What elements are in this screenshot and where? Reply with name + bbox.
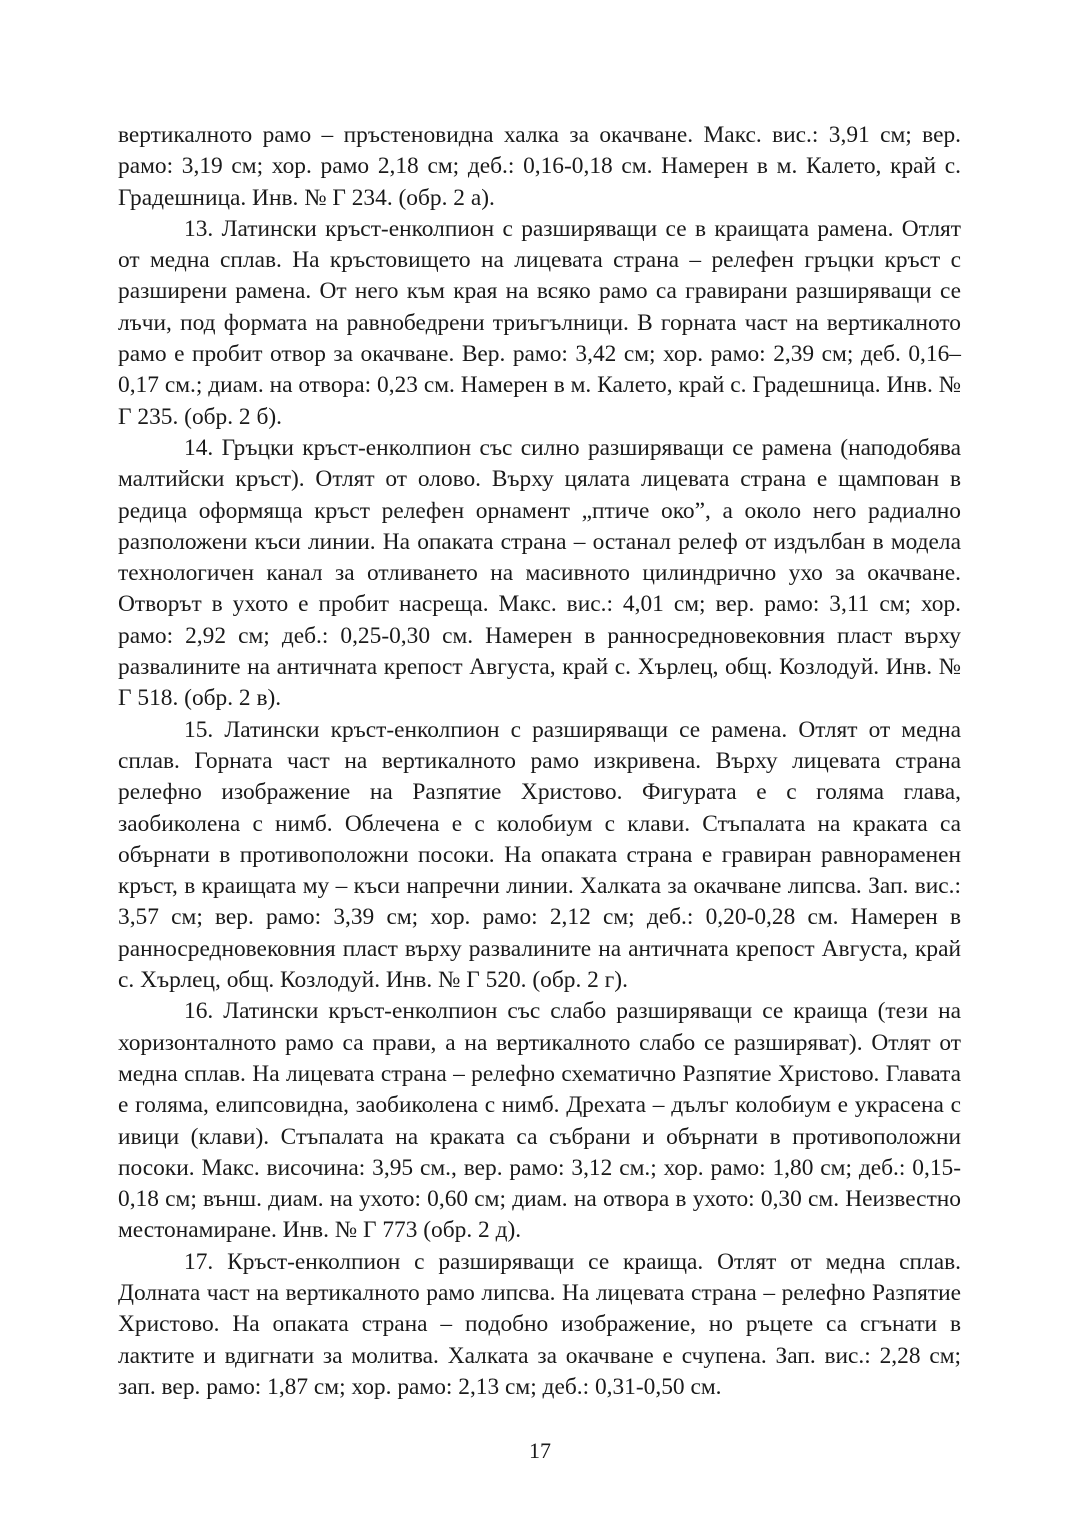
paragraph-item-14: 14. Гръцки кръст-енколпион със силно разширяващи се рамена (наподобява малтийски кръст). Отлят от олово. Върху цялата лицевата страна е щампован в редица оформяща кръст релефен орнамент „птиче око”, а около него радиално разположени къси линии. На опаката страна – останал релеф от издълбан в модела технологичен канал за отливането на масивното цилиндрично ухо за окачване. Отворът в ухото е пробит насреща. Макс. вис.: 4,01 см; вер. рамо: 3,11 см; хор. рамо: 2,92 см; деб.: 0,25-0,30 см. Намерен в ранносредновековния пласт върху развалините на античната крепост Августа, край с. Хърлец, общ. Козлодуй. Инв. № Г 518. (обр. 2 в). bbox=[118, 434, 961, 712]
paragraph-item-15: 15. Латински кръст-енколпион с разширяващи се рамена. Отлят от медна сплав. Горната част на вертикалното рамо изкривена. Върху лицевата страна релефно изображение на Разпятие Христово. Фигурата е с голяма глава, заобиколена с нимб. Облечена е с колобиум с клави. Стъпалата на краката са обърнати в противоположни посоки. На опаката страна е гравиран равнорамeнен кръст, в краищата му – къси напречни линии. Халката за окачване липсва. Зап. вис.: 3,57 см; вер. рамо: 3,39 см; хор. рамо: 2,12 см; деб.: 0,20-0,28 см. Намерен в ранносредновековния пласт върху развалините на античната крепост Августа, край с. Хърлец, общ. Козлодуй. Инв. № Г 520. (обр. 2 г). bbox=[118, 716, 961, 994]
paragraph-item-13: 13. Латински кръст-енколпион с разширяващи се в краищата рамена. Отлят от медна сплав. На кръстовището на лицевата страна – релефен гръцки кръст с разширени рамена. От него към края на всяко рамо са гравирани разширяващи се лъчи, под формата на равнобедрени триъгълници. В горната част на вертикалното рамо е пробит отвор за окачване. Вер. рамо: 3,42 см; хор. рамо: 2,39 см; деб. 0,16–0,17 см.; диам. на отвора: 0,23 см. Намерен в м. Калето, край с. Градешница. Инв. № Г 235. (обр. 2 б). bbox=[118, 215, 961, 430]
body-text bbox=[118, 120, 961, 1403]
paragraph-item-17: 17. Кръст-енколпион с разширяващи се краища. Отлят от медна сплав. Долната част на вертикалното рамо липсва. На лицевата страна – релефно Разпятие Христово. На опаката страна – подобно изображение, но ръцете са сгънати в лактите и вдигнати за молитва. Халката за окачване е счупена. Зап. вис.: 2,28 см; зап. вер. рамо: 1,87 см; хор. рамо: 2,13 см; деб.: 0,31-0,50 см. bbox=[118, 1248, 961, 1400]
paragraph-continuation: вертикалното рамо – пръстеновидна халка за окачване. Макс. вис.: 3,91 см; вер. рамо: 3,19 см; хор. рамо 2,18 см; деб.: 0,16-0,18 см. Намерен в м. Калето, край с. Градешница. Инв. № Г 234. (обр. 2 а). bbox=[118, 122, 961, 211]
paragraph-item-16: 16. Латински кръст-енколпион със слабо разширяващи се краища (тези на хоризонталното рамо са прави, а на вертикалното слабо се разширяват). Отлят от медна сплав. На лицевата страна – релефно схематично Разпятие Христово. Главата е голяма, елипсовидна, заобиколена с нимб. Дрехата – дълъг колобиум е украсена с ивици (клави). Стъпалата на краката са събрани и обърнати в противоположни посоки. Макс. височина: 3,95 см., вер. рамо: 3,12 см.; хор. рамо: 1,80 см; деб.: 0,15-0,18 см; външ. диам. на ухото: 0,60 см; диам. на отвора в ухото: 0,30 см. Неизвестно местонамиране. Инв. № Г 773 (обр. 2 д). bbox=[118, 998, 961, 1244]
page-number: 17 bbox=[529, 1438, 551, 1463]
